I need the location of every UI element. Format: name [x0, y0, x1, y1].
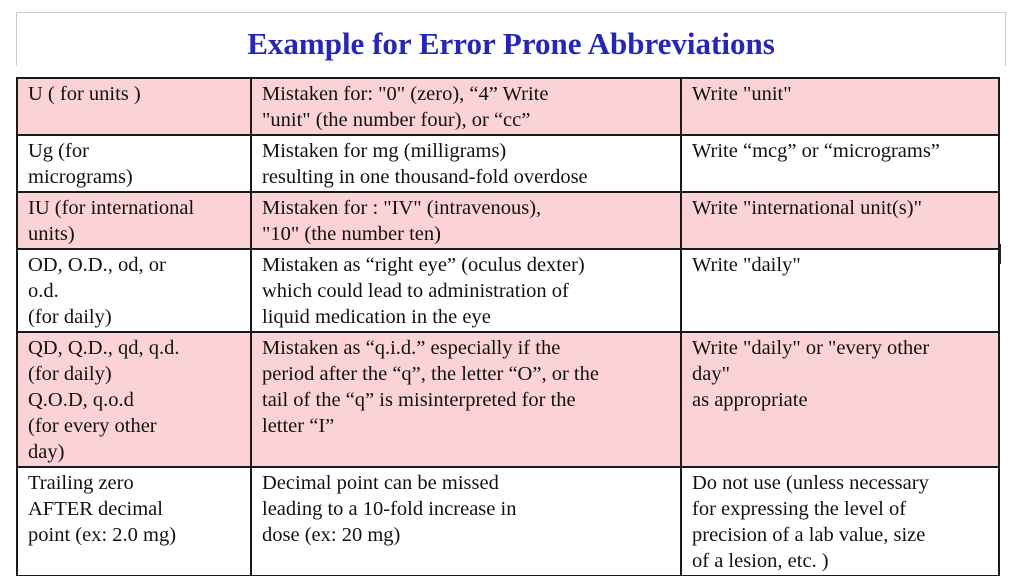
problem-cell: Mistaken as “q.i.d.” especially if the period after the “q”, the letter “O”, or the tail of the “q” is misinterpreted for the letter “I” — [251, 332, 681, 467]
recommendation-cell: Write "daily" — [681, 249, 999, 332]
abbreviation-cell: IU (for international units) — [17, 192, 251, 249]
abbreviation-cell: Ug (for micrograms) — [17, 135, 251, 192]
recommendation-cell: Do not use (unless necessary for expressing the level of precision of a lab value, size of a lesion, etc. ) — [681, 467, 999, 576]
table-row — [17, 135, 999, 192]
abbreviation-cell: Trailing zero AFTER decimal point (ex: 2.0 mg) — [17, 467, 251, 576]
text-cursor-mark — [999, 244, 1001, 264]
slide-title: Example for Error Prone Abbreviations — [247, 26, 775, 61]
problem-cell: Mistaken for: "0" (zero), “4” Write "unit" (the number four), or “cc” — [251, 78, 681, 135]
recommendation-cell: Write "international unit(s)" — [681, 192, 999, 249]
abbreviations-table — [16, 77, 1000, 576]
abbreviation-cell: U ( for units ) — [17, 78, 251, 135]
table-row — [17, 332, 999, 467]
problem-cell: Mistaken as “right eye” (oculus dexter) which could lead to administration of liquid medication in the eye — [251, 249, 681, 332]
title-box — [16, 12, 1006, 66]
problem-cell: Decimal point can be missed leading to a 10-fold increase in dose (ex: 20 mg) — [251, 467, 681, 576]
table-row — [17, 78, 999, 135]
recommendation-cell: Write "daily" or "every other day" as appropriate — [681, 332, 999, 467]
table-row — [17, 192, 999, 249]
recommendation-cell: Write "unit" — [681, 78, 999, 135]
table-row — [17, 249, 999, 332]
table-row — [17, 467, 999, 576]
problem-cell: Mistaken for mg (milligrams) resulting in one thousand-fold overdose — [251, 135, 681, 192]
recommendation-cell: Write “mcg” or “micrograms” — [681, 135, 999, 192]
abbreviation-cell: QD, Q.D., qd, q.d. (for daily) Q.O.D, q.o.d (for every other day) — [17, 332, 251, 467]
problem-cell: Mistaken for : "IV" (intravenous), "10" (the number ten) — [251, 192, 681, 249]
abbreviation-cell: OD, O.D., od, or o.d. (for daily) — [17, 249, 251, 332]
